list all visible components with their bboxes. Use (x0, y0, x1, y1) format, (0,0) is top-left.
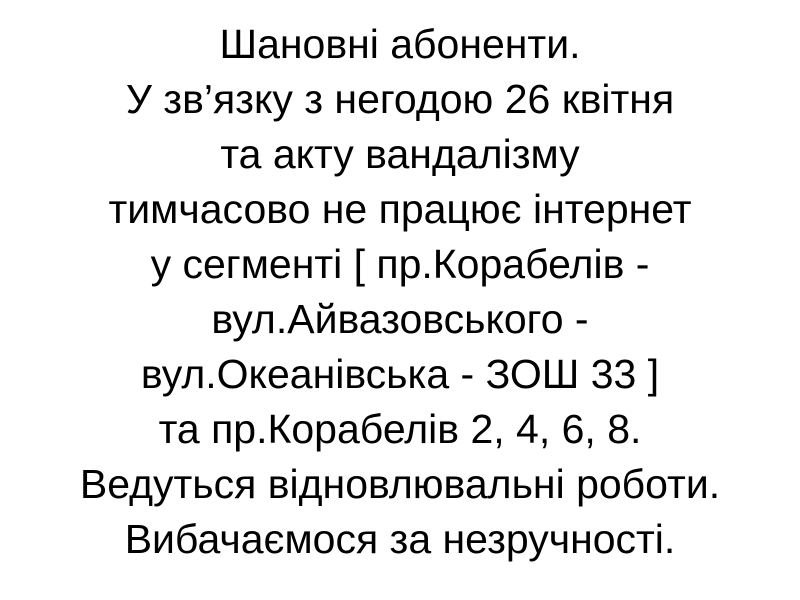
notice-line-segment-2: вул.Айвазовського - (211, 296, 589, 342)
notice-line-greeting: Шановні абоненти. (219, 21, 581, 67)
notice-line-addresses: та пр.Корабелів 2, 4, 6, 8. (158, 406, 642, 452)
notice-line-status: тимчасово не працює інтернет (108, 186, 692, 232)
notice-line-segment-1: у сегменті [ пр.Корабелів - (150, 241, 650, 287)
notice-line-cause-2: та акту вандалізму (220, 131, 580, 177)
notice-line-apology: Вибачаємося за незручності. (124, 516, 676, 562)
notice-line-segment-3: вул.Океанівська - ЗОШ 33 ] (140, 351, 660, 397)
notice-line-cause-1: У зв’язку з негодою 26 квітня (125, 76, 675, 122)
notice-line-repair-status: Ведуться відновлювальні роботи. (79, 461, 721, 507)
